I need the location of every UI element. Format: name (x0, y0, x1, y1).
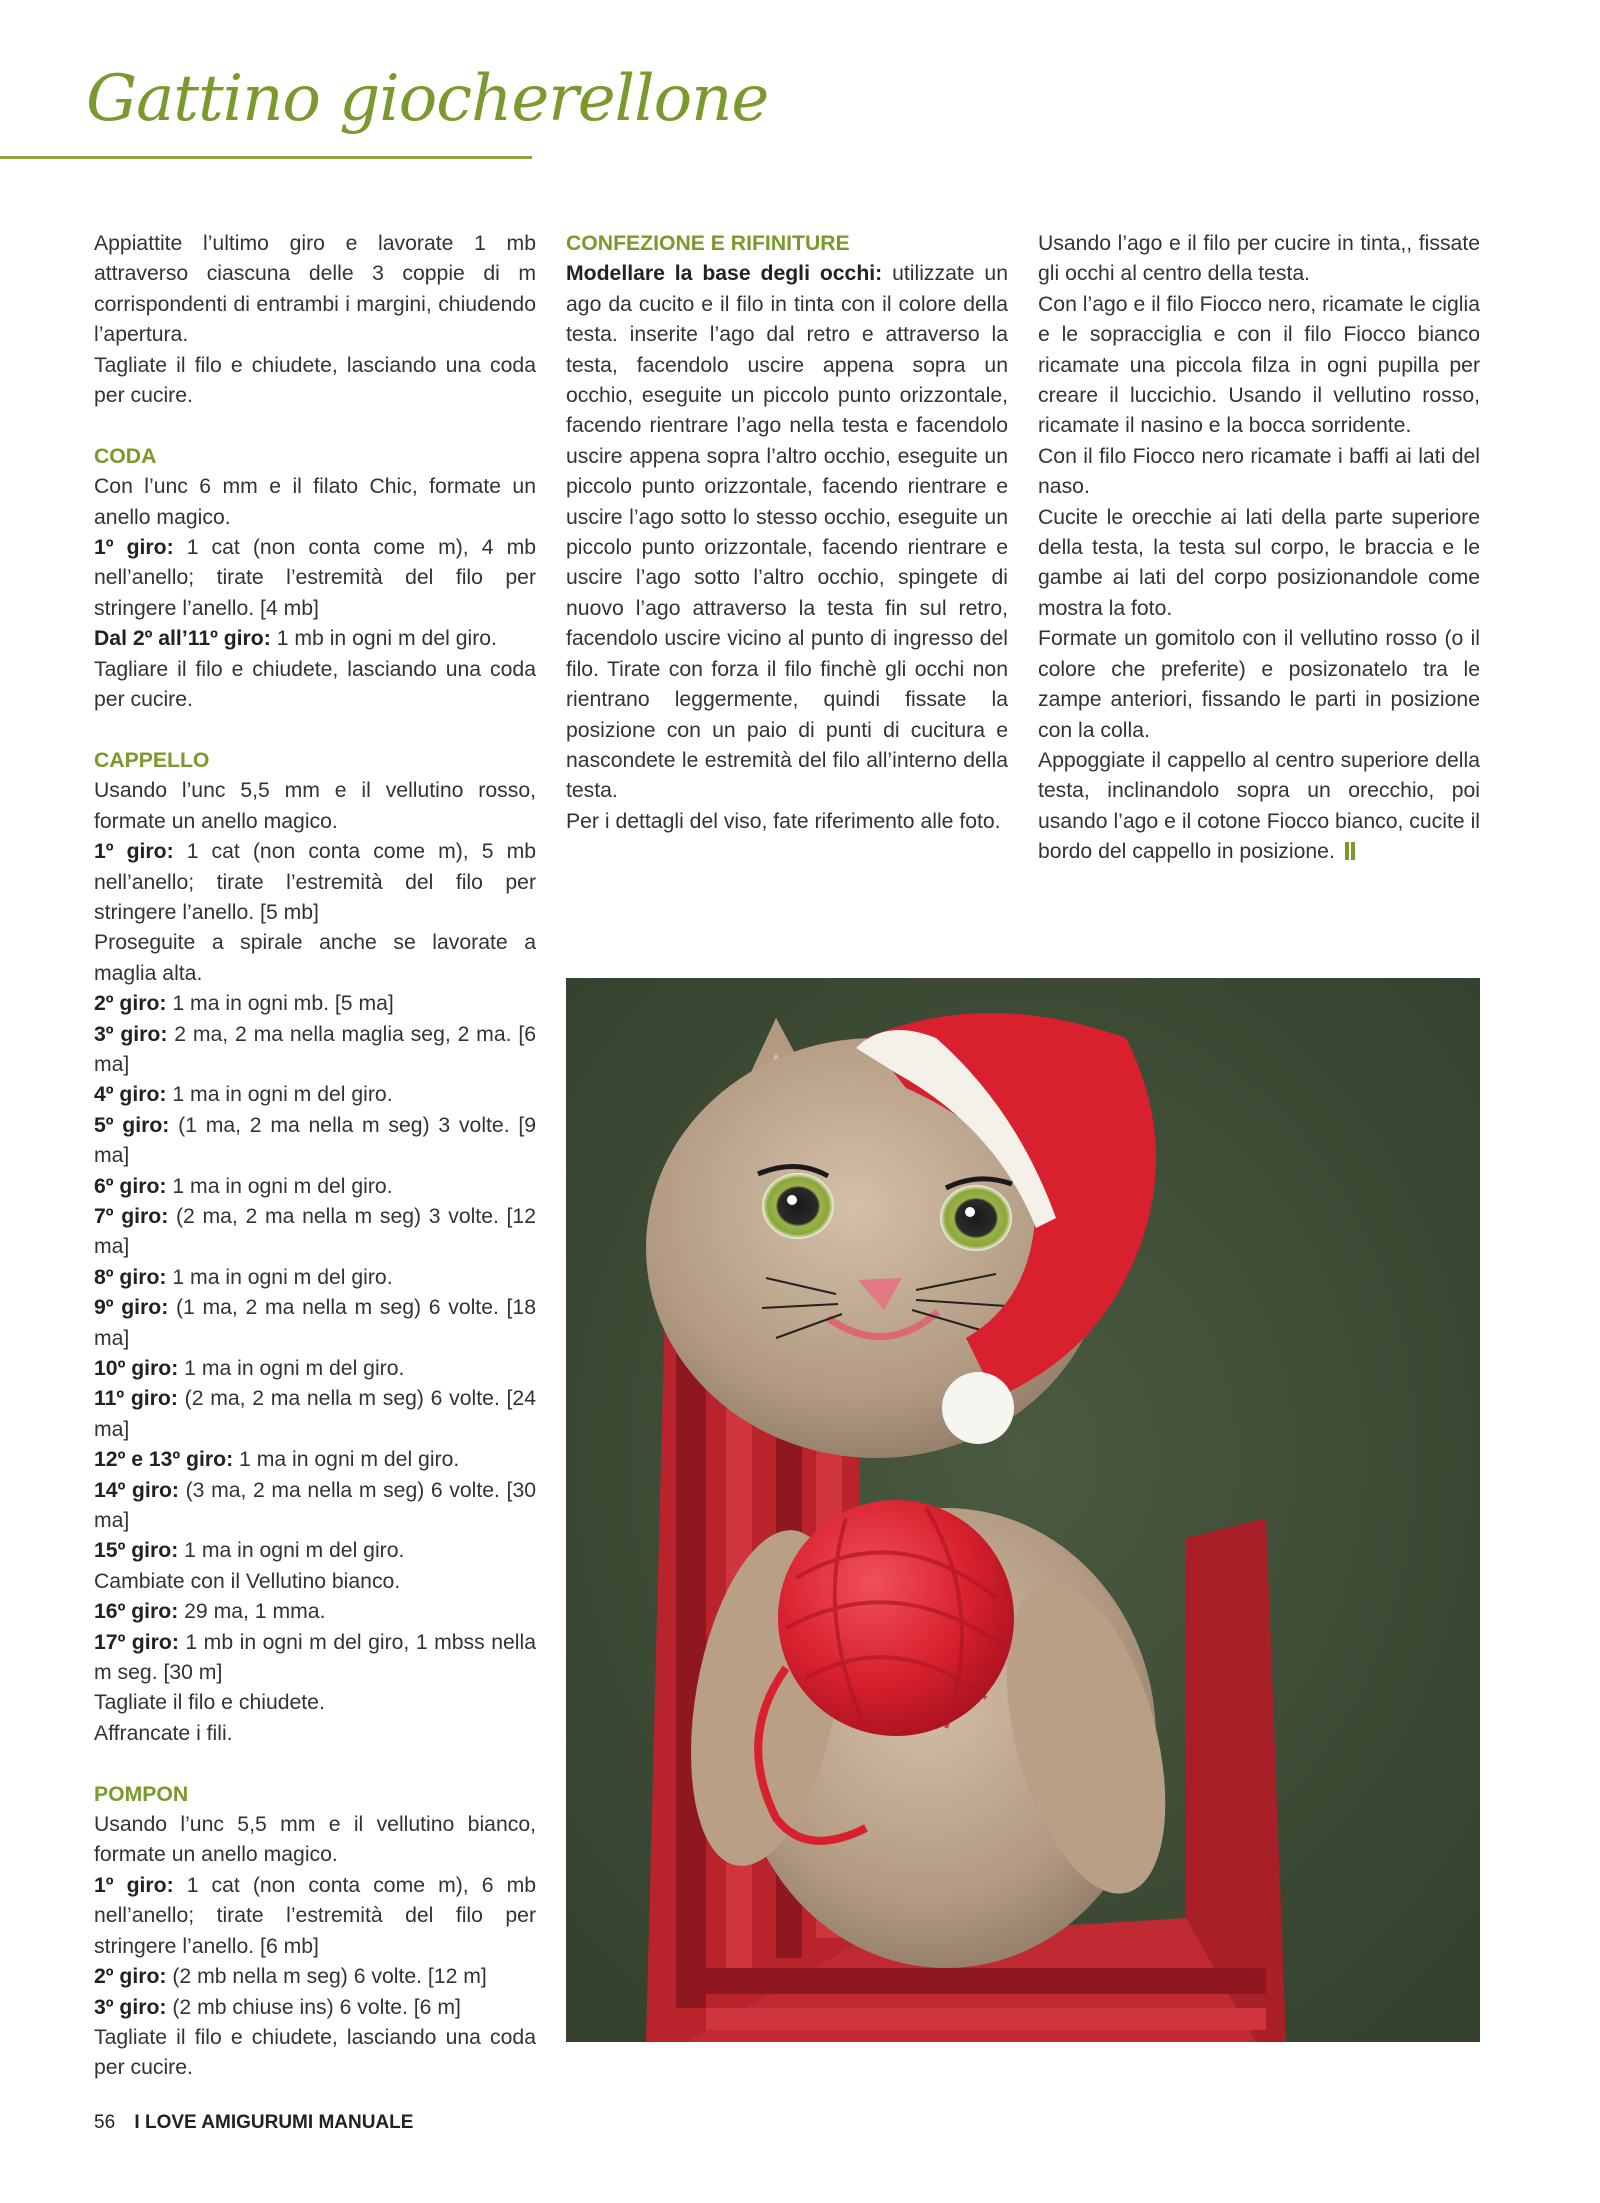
page-title: Gattino giocherellone (86, 62, 769, 136)
round-instruction: 6º giro: 1 ma in ogni m del giro. (94, 1174, 393, 1198)
title-underline (0, 156, 532, 159)
round-instruction: 8º giro: 1 ma in ogni m del giro. (94, 1265, 393, 1289)
paragraph: Modellare la base degli occhi: utilizzate un ago da cucito e il filo in tinta con il colore della testa. inserite l’ago dal retro e attraverso la testa, facendolo uscire appena sopra un occhio, eseguite un piccolo punto orizzontale, facendo rientrare l’ago nella testa e facendolo uscire appena sopra l’altro occhio, eseguite un piccolo punto orizzontale, facendo rientrare e uscire l’ago sotto lo stesso occhio, eseguite un piccolo punto orizzontale, facendo rientrare e uscire l’ago sotto l’altro occhio, spingete di nuovo l’ago attraverso la testa fin sul retro, facendolo uscire vicino al punto di ingresso del filo. Tirate con forza il filo finchè gli occhi non rientrano leggermente, quindi fissate la posizione con un paio di punti di cucitura e nascondete le estremità del filo all’interno della testa. (566, 262, 1008, 803)
section-heading-pompon: POMPON (94, 1782, 189, 1806)
paragraph: Con l’ago e il filo Fiocco nero, ricamate le ciglia e le sopracciglia e con il filo Fiocco bianco ricamate una piccola filza in ogni pupilla per creare il luccichio. Usando il vellutino rosso, ricamate il nasino e la bocca sorridente. (1038, 292, 1480, 438)
hat-pompon (942, 1372, 1014, 1444)
round-instruction: 2º giro: 1 ma in ogni mb. [5 ma] (94, 992, 394, 1016)
section-heading-coda: CODA (94, 444, 157, 468)
end-of-article-icon (1345, 839, 1359, 857)
magazine-name: I LOVE AMIGURUMI MANUALE (134, 2112, 414, 2133)
section-heading-confezione: CONFEZIONE E RIFINITURE (566, 232, 850, 255)
round-instruction: 9º giro: (1 ma, 2 ma nella m seg) 6 volte. [18 ma] (94, 1296, 536, 1350)
round-instruction: 17º giro: 1 mb in ogni m del giro, 1 mbss nella m seg. [30 m] (94, 1630, 536, 1685)
round-label: Dal 2º all’11º giro: (94, 627, 271, 651)
kitten-right-eye (940, 1185, 1012, 1251)
round-instruction: 15º giro: 1 ma in ogni m del giro. (94, 1539, 405, 1563)
paragraph: Cambiate con il Vellutino bianco. (94, 1569, 401, 1593)
kitten-photo (566, 978, 1480, 2042)
round-instruction: 14º giro: (3 ma, 2 ma nella m seg) 6 volte. [30 ma] (94, 1478, 537, 1533)
paragraph: Cucite le orecchie ai lati della parte superiore della testa, la testa sul corpo, le braccia e le gambe ai lati del corpo posizionandole come mostra la foto. (1038, 505, 1480, 620)
paragraph: Usando l’unc 5,5 mm e il vellutino rosso, formate un anello magico. (94, 779, 536, 833)
intro-paragraph: Appiattite l’ultimo giro e lavorate 1 mb attraverso ciascuna delle 3 coppie di m corrispondenti di entrambi i margini, chiudendo l’apertura. (94, 232, 536, 347)
page-number: 56 (94, 2112, 116, 2133)
round-instruction: 4º giro: 1 ma in ogni m del giro. (94, 1083, 393, 1107)
intro-paragraph: Tagliate il filo e chiudete, lasciando una coda per cucire. (94, 353, 536, 408)
round-instruction: 1º giro: 1 cat (non conta come m), 4 mb nell’anello; tirate l’estremità del filo per stringere l’anello. [4 mb] (94, 536, 536, 620)
round-instruction: 2º giro: (2 mb nella m seg) 6 volte. [12 m] (94, 1965, 487, 1989)
paragraph: Con l’unc 6 mm e il filato Chic, formate un anello magico. (94, 475, 536, 529)
round-instruction: 16º giro: 29 ma, 1 mma. (94, 1600, 326, 1624)
round-instruction: Dal 2º all’11º giro: 1 mb in ogni m del giro. (94, 627, 497, 651)
paragraph: Tagliate il filo e chiudete. (94, 1691, 325, 1715)
page-footer (94, 2112, 413, 2134)
round-instruction: 11º giro: (2 ma, 2 ma nella m seg) 6 volte. [24 ma] (94, 1387, 536, 1441)
round-instruction: 3º giro: (2 mb chiuse ins) 6 volte. [6 m] (94, 1995, 461, 2019)
paragraph: Affrancate i fili. (94, 1721, 233, 1745)
round-instruction: 12º e 13º giro: 1 ma in ogni m del giro. (94, 1448, 460, 1472)
round-instruction: 1º giro: 1 cat (non conta come m), 5 mb nell’anello; tirate l’estremità del filo per stringere l’anello. [5 mb] (94, 840, 536, 924)
column-1 (94, 229, 536, 2084)
round-label: 1º giro: (94, 536, 174, 560)
column-2 (566, 229, 1008, 837)
paragraph: Proseguite a spirale anche se lavorate a maglia alta. (94, 931, 536, 985)
paragraph: Tagliate il filo e chiudete, lasciando una coda per cucire. (94, 2025, 536, 2080)
round-instruction: 7º giro: (2 ma, 2 ma nella m seg) 3 volte. [12 ma] (94, 1204, 536, 1259)
kitten-left-eye (762, 1173, 834, 1239)
paragraph: Formate un gomitolo con il vellutino rosso (o il colore che preferite) e posizonatelo tra le zampe anteriori, fissando le parti in posizione con la colla. (1038, 627, 1480, 742)
round-instruction: 3º giro: 2 ma, 2 ma nella maglia seg, 2 ma. [6 ma] (94, 1022, 536, 1076)
paragraph: Con il filo Fiocco nero ricamate i baffi ai lati del naso. (1038, 444, 1480, 499)
lead-label: Modellare la base degli occhi: (566, 262, 883, 286)
round-instruction: 1º giro: 1 cat (non conta come m), 6 mb nell’anello; tirate l’estremità del filo per stringere l’anello. [6 mb] (94, 1873, 536, 1958)
round-instruction: 10º giro: 1 ma in ogni m del giro. (94, 1357, 405, 1380)
paragraph: Per i dettagli del viso, fate riferimento alle foto. (566, 809, 1001, 833)
paragraph: Tagliare il filo e chiudete, lasciando una coda per cucire. (94, 657, 536, 712)
paragraph: Usando l’ago e il filo per cucire in tinta,, fissate gli occhi al centro della testa. (1038, 232, 1480, 286)
column-3 (1038, 229, 1480, 868)
paragraph: Appoggiate il cappello al centro superiore della testa, inclinandolo sopra un orecchio, poi usando l’ago e il cotone Fiocco bianco, cucite il bordo del cappello in posizione. (1038, 748, 1480, 864)
section-heading-cappello: CAPPELLO (94, 748, 210, 772)
round-instruction: 5º giro: (1 ma, 2 ma nella m seg) 3 volte. [9 ma] (94, 1113, 537, 1168)
paragraph: Usando l’unc 5,5 mm e il vellutino bianco, formate un anello magico. (94, 1813, 536, 1867)
